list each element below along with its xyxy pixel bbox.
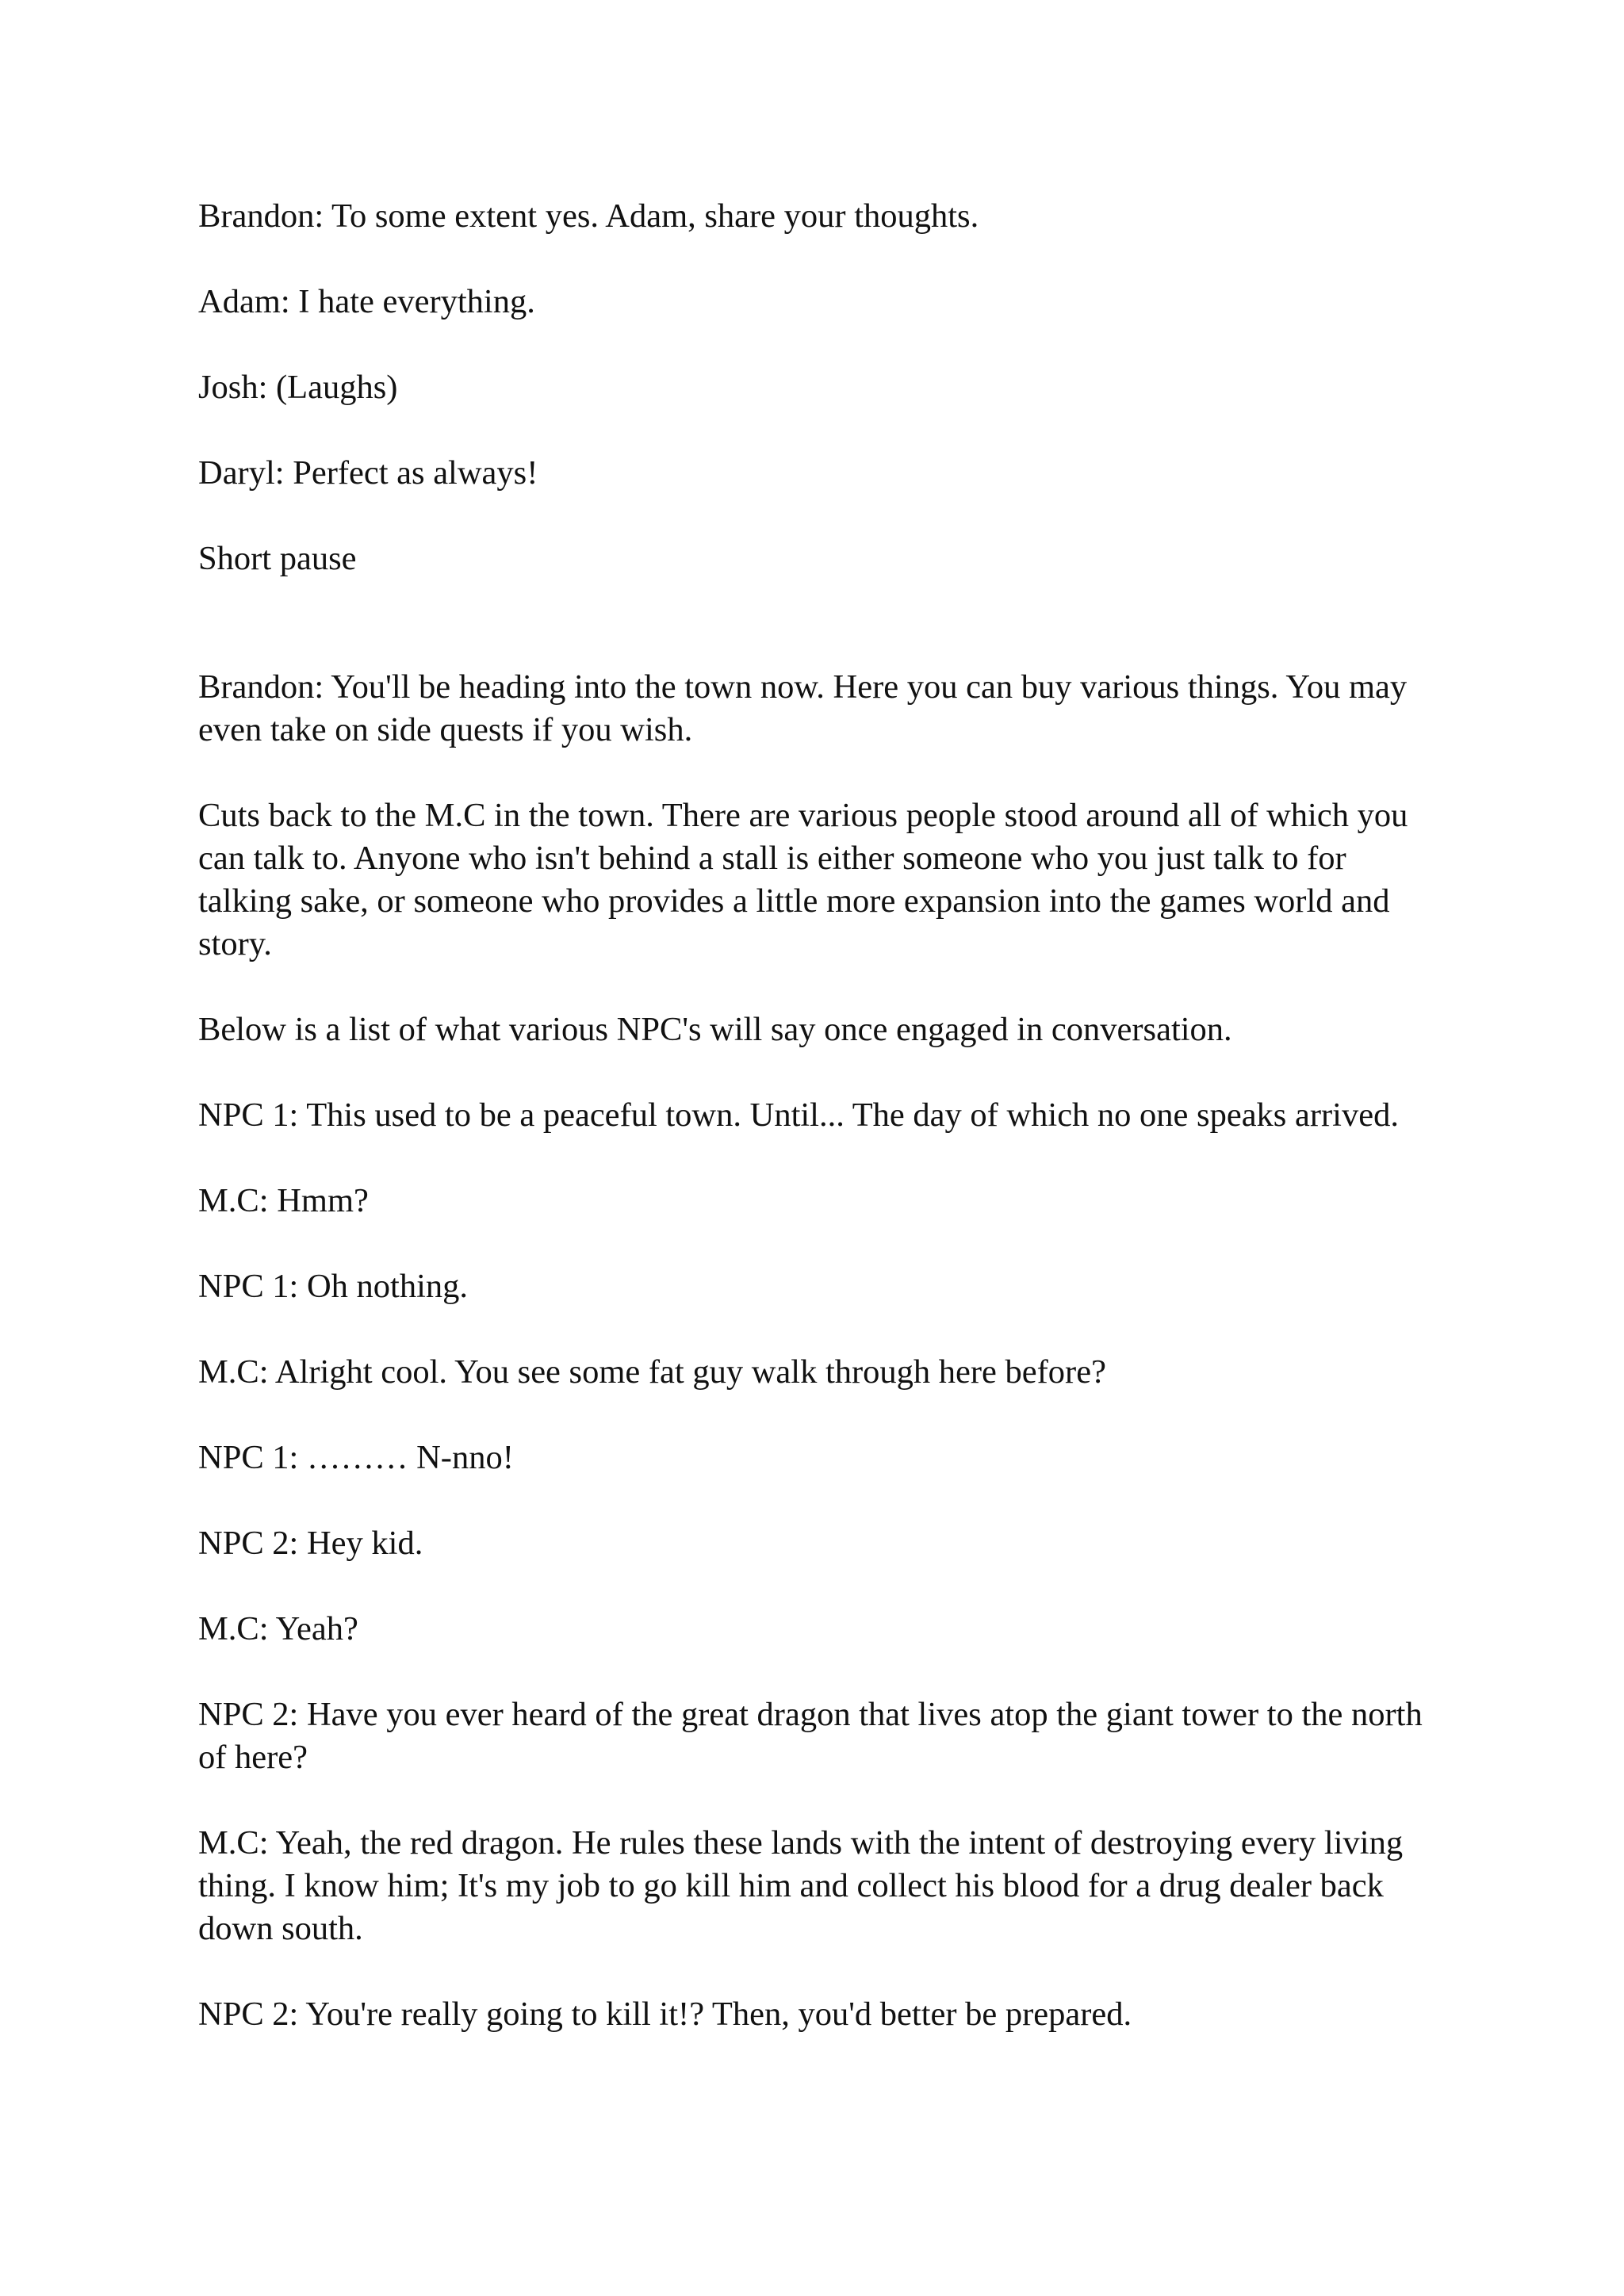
paragraph-mc-3: M.C: Yeah? [198, 1610, 358, 1647]
paragraph-npc2-2: NPC 2: Have you ever heard of the great dragon that lives atop the giant tower to the north of here? [198, 1696, 1423, 1776]
paragraph-daryl-1: Daryl: Perfect as always! [198, 454, 538, 492]
paragraph-mc-1: M.C: Hmm? [198, 1182, 369, 1219]
paragraph-brandon-1: Brandon: To some extent yes. Adam, share your thoughts. [198, 197, 979, 235]
paragraph-npc2-1: NPC 2: Hey kid. [198, 1525, 423, 1562]
paragraph-stage-direction-pause: Short pause [198, 540, 357, 577]
paragraph-npc-intro: Below is a list of what various NPC's will say once engaged in conversation. [198, 1011, 1232, 1048]
paragraph-mc-4: M.C: Yeah, the red dragon. He rules these lands with the intent of destroying every living thing. I know him; It's my job to go kill him and collect his blood for a drug dealer back down south. [198, 1824, 1404, 1947]
paragraph-npc1-2: NPC 1: Oh nothing. [198, 1268, 469, 1305]
paragraph-adam-1: Adam: I hate everything. [198, 283, 535, 320]
paragraph-mc-2: M.C: Alright cool. You see some fat guy walk through here before? [198, 1353, 1106, 1391]
script-body [198, 195, 1443, 2079]
paragraph-brandon-2: Brandon: You'll be heading into the town now. Here you can buy various things. You may even take on side quests if you wish. [198, 668, 1408, 748]
paragraph-stage-direction-town: Cuts back to the M.C in the town. There are various people stood around all of which you can talk to. Anyone who isn't behind a stall is either someone who you just talk to for talking sake, or someone who provides a little more expansion into the games world and story. [198, 797, 1408, 962]
paragraph-npc1-3: NPC 1: ……… N-nno! [198, 1439, 514, 1476]
paragraph-josh-1: Josh: (Laughs) [198, 369, 398, 406]
paragraph-npc1-1: NPC 1: This used to be a peaceful town. Until... The day of which no one speaks arrived. [198, 1096, 1399, 1134]
paragraph-npc2-3: NPC 2: You're really going to kill it!? Then, you'd better be prepared. [198, 1996, 1132, 2033]
